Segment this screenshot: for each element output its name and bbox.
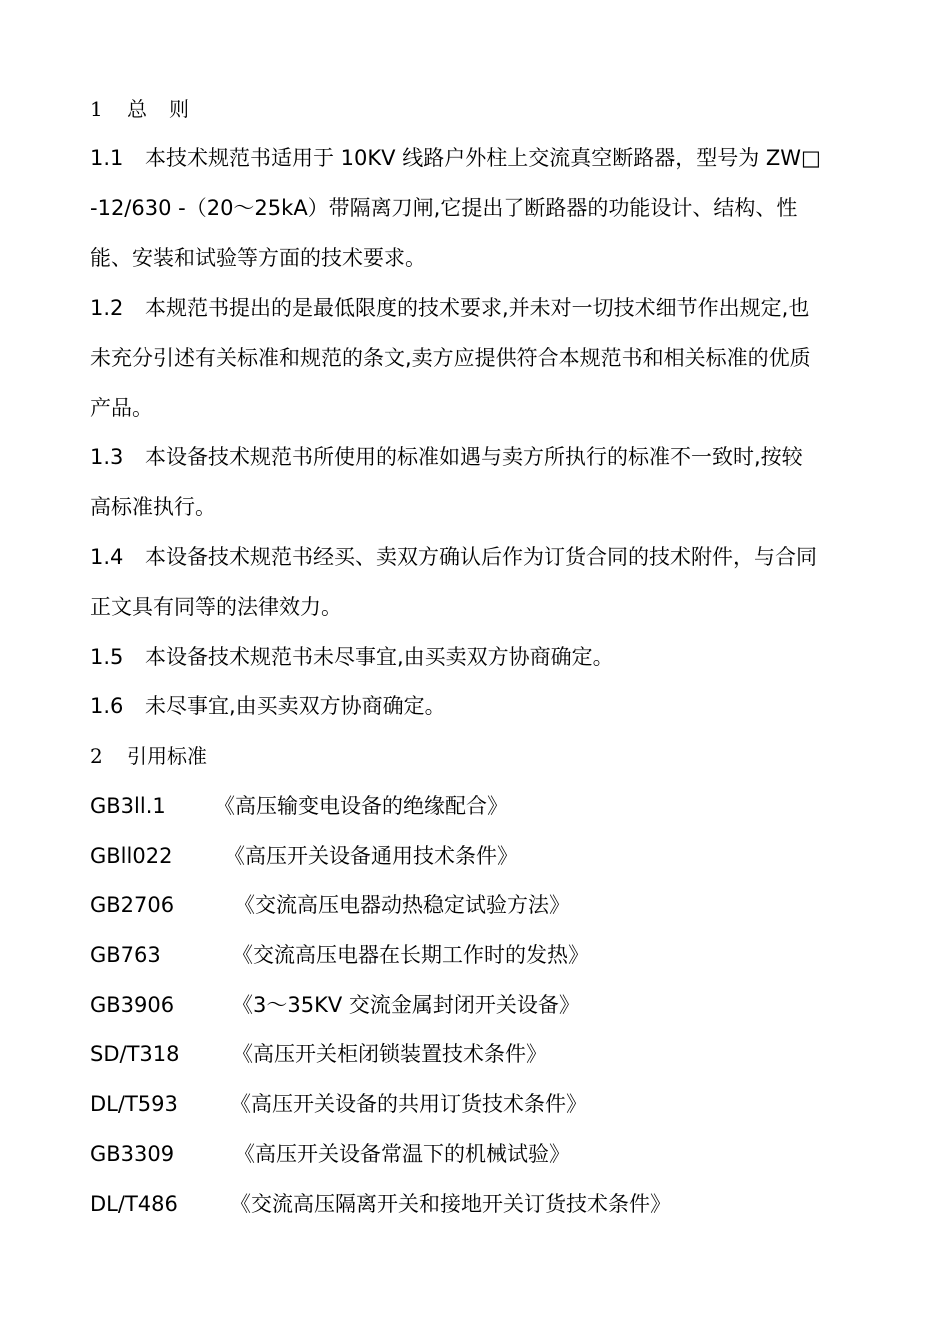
section-2-title: 引用标准: [127, 744, 207, 768]
section-1-title: 总则: [127, 97, 211, 121]
standard-code: SD/T318: [90, 1042, 180, 1066]
standard-title: 《交流高压电器在长期工作时的发热》: [232, 943, 589, 967]
standard-item: [90, 1139, 870, 1169]
clause-number: 1.2: [90, 296, 124, 320]
clause-line: [90, 442, 870, 472]
standard-title: 《高压开关设备常温下的机械试验》: [234, 1142, 570, 1166]
standard-item: [90, 890, 870, 920]
clause-text: 未尽事宜,由买卖双方协商确定。: [145, 694, 446, 718]
section-2-number: 2: [90, 744, 103, 768]
standard-code: GB2706: [90, 893, 175, 917]
clause-text: 未充分引述有关标准和规范的条文,卖方应提供符合本规范书和相关标准的优质: [90, 346, 811, 370]
standard-item: [90, 1189, 870, 1219]
clause-line: [90, 592, 870, 622]
section-2-heading: [90, 741, 870, 771]
clause-number: 1.1: [90, 146, 124, 170]
clause-text: 正文具有同等的法律效力。: [90, 595, 342, 619]
standard-title: 《交流高压隔离开关和接地开关订货技术条件》: [230, 1192, 671, 1216]
standard-item: [90, 1089, 870, 1119]
clause-text: 本技术规范书适用于 10KV 线路户外柱上交流真空断路器，型号为 ZW□: [145, 146, 821, 170]
standard-code: DL/T593: [90, 1092, 178, 1116]
standard-item: [90, 940, 870, 970]
standard-item: [90, 990, 870, 1020]
standard-item: [90, 1039, 870, 1069]
clause-line: [90, 293, 870, 323]
clause-line: [90, 243, 870, 273]
clause-line: [90, 642, 870, 672]
standard-code: GB763: [90, 943, 161, 967]
clause-text: -12/630 -（20～25kA）带隔离刀闸,它提出了断路器的功能设计、结构、性: [90, 196, 798, 220]
clause-text: 产品。: [90, 396, 153, 420]
clause-number: 1.5: [90, 645, 124, 669]
standard-code: GBll022: [90, 844, 173, 868]
clause-line: [90, 393, 870, 423]
standard-item: [90, 841, 870, 871]
standard-title: 《高压开关设备通用技术条件》: [224, 844, 518, 868]
standard-title: 《高压开关设备的共用订货技术条件》: [230, 1092, 587, 1116]
standard-title: 《高压输变电设备的绝缘配合》: [214, 794, 508, 818]
clause-number: 1.6: [90, 694, 124, 718]
clause-line: [90, 343, 870, 373]
clause-line: [90, 691, 870, 721]
clause-text: 本规范书提出的是最低限度的技术要求,并未对一切技术细节作出规定,也: [145, 296, 810, 320]
standard-code: GB3309: [90, 1142, 175, 1166]
standard-title: 《交流高压电器动热稳定试验方法》: [234, 893, 570, 917]
clause-text: 能、安装和试验等方面的技术要求。: [90, 246, 426, 270]
clause-number: 1.3: [90, 445, 124, 469]
clause-text: 本设备技术规范书经买、卖双方确认后作为订货合同的技术附件，与合同: [145, 545, 817, 569]
clause-line: [90, 143, 870, 173]
section-1-number: 1: [90, 97, 103, 121]
standard-item: [90, 791, 870, 821]
standard-code: DL/T486: [90, 1192, 178, 1216]
clause-line: [90, 542, 870, 572]
standard-code: GB3ll.1: [90, 794, 166, 818]
clause-line: [90, 193, 870, 223]
clause-text: 高标准执行。: [90, 495, 216, 519]
clause-text: 本设备技术规范书所使用的标准如遇与卖方所执行的标准不一致时,按较: [145, 445, 803, 469]
clause-line: [90, 492, 870, 522]
standard-code: GB3906: [90, 993, 175, 1017]
section-1-heading: [90, 94, 870, 124]
standard-title: 《高压开关柜闭锁装置技术条件》: [232, 1042, 547, 1066]
standard-title: 《3～35KV 交流金属封闭开关设备》: [232, 993, 580, 1017]
clause-text: 本设备技术规范书未尽事宜,由买卖双方协商确定。: [145, 645, 614, 669]
clause-number: 1.4: [90, 545, 124, 569]
